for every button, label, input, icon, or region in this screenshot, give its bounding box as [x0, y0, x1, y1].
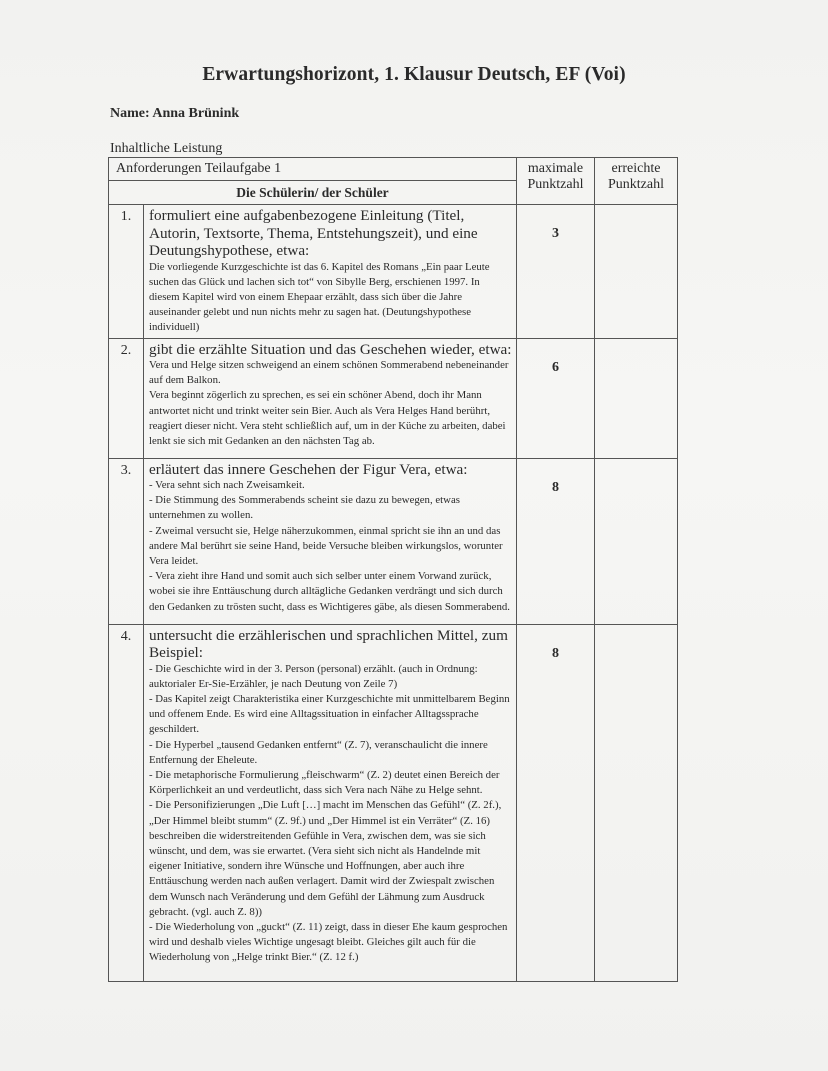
row-lead: untersucht die erzählerischen und sprachlichen Mittel, zum Beispiel: — [149, 626, 508, 662]
header-max-points — [517, 158, 595, 205]
row-detail: - Vera zieht ihre Hand und somit auch sich selber unter einem Vorwand zurück, wobei sie ihre Enttäuschung durch alltägliche Gedanken verdrängt und sich durch den Gedanken zu trösten sucht, dass es Wichtigeres gäbe, als diesen Sommerabend. — [149, 570, 510, 613]
table-row — [109, 205, 678, 339]
row-max-points: 8 — [517, 624, 595, 981]
table-row — [109, 338, 678, 458]
row-number: 1. — [109, 205, 144, 339]
grading-table — [108, 157, 678, 982]
row-description — [144, 458, 517, 624]
row-achieved-points — [595, 205, 678, 339]
row-detail: - Die Stimmung des Sommerabends scheint sie dazu zu bewegen, etwas unternehmen zu wollen. — [149, 494, 460, 522]
row-lead: formuliert eine aufgabenbezogene Einleitung (Titel, Autorin, Textsorte, Thema, Entstehungszeit), und eine Deutungshypothese, etwa: — [149, 207, 478, 259]
row-achieved-points — [595, 624, 678, 981]
table-row — [109, 624, 678, 981]
header-achieved-line2: Punktzahl — [608, 177, 664, 192]
row-achieved-points — [595, 458, 678, 624]
row-detail: Die vorliegende Kurzgeschichte ist das 6. Kapitel des Romans „Ein paar Leute suchen das Glück und lachen sich tot“ von Sibylle Berg, erschienen 1997. In diesem Kapitel wird von einem Ehepaar erzählt, dass sich über die Jahre auseinander gelebt und nun nichts mehr zu sagen hat. (Deutungshypothese individuell) — [149, 260, 490, 334]
row-detail: - Zweimal versucht sie, Helge näherzukommen, einmal spricht sie ihn an und das andere Mal berührt sie seine Hand, beide Versuche bleiben wirkungslos, worunter Vera leidet. — [149, 524, 503, 568]
student-name: Name: Anna Brünink — [110, 106, 240, 121]
row-description — [144, 338, 517, 458]
row-description — [144, 624, 517, 981]
row-max-points: 3 — [517, 205, 595, 339]
row-detail: Vera beginnt zögerlich zu sprechen, es sei ein schöner Abend, doch ihr Mann antwortet nicht und trinkt weiter sein Bier. Auch als Vera Helges Hand berührt, reagiert dieser nicht. Vera steht schließlich auf, um in der Küche zu arbeiten, dabei lenkt sie sich mit Gedanken an den nächsten Tag ab. — [149, 389, 506, 448]
row-detail: - Die Hyperbel „tausend Gedanken entfernt“ (Z. 7), veranschaulicht die innere Entfernung der Eheleute. — [149, 738, 488, 766]
header-achieved-points — [595, 158, 678, 205]
header-task: Anforderungen Teilaufgabe 1 — [109, 158, 517, 181]
row-detail: - Die Personifizierungen „Die Luft […] macht im Menschen das Gefühl“ (Z. 2f.), „Der Himmel bleibt stumm“ (Z. 9f.) und „Der Himmel ist ein Verräter“ (Z. 16) beschreiben die widerstreitenden Gefühle in Vera, zwischen dem, was sie sich wünscht, und dem, was sie erwartet. (Vera sieht sich nicht als Handelnde mit eigener Initiative, sondern ihre Wünsche und Hoffnungen, aber auch ihre Enttäuschung werden nach außen verlagert. Damit wird der Zwiespalt zwischen dem Wunsch nach Veränderung und dem Gefühl der Lähmung zum Ausdruck gebracht. (vgl. auch Z. 8)) — [149, 799, 502, 918]
row-number: 2. — [109, 338, 144, 458]
row-detail: - Die metaphorische Formulierung „fleischwarm“ (Z. 2) deutet einen Bereich der Körperlichkeit an und verdeutlicht, dass sich Vera nach Nähe zu Helge sehnt. — [149, 768, 500, 797]
row-detail: - Vera sehnt sich nach Zweisamkeit. — [149, 479, 305, 492]
row-lead: gibt die erzählte Situation und das Geschehen wieder, etwa: — [149, 340, 512, 358]
row-detail: - Die Geschichte wird in der 3. Person (personal) erzählt. (auch in Ordnung: auktorialer Er-Sie-Erzähler, je nach Deutung von Zeile 7) — [149, 662, 478, 690]
row-achieved-points — [595, 338, 678, 458]
row-max-points: 8 — [517, 458, 595, 624]
section-label: Inhaltliche Leistung — [110, 141, 223, 156]
header-max-points-line2: Punktzahl — [527, 177, 584, 192]
row-detail: Vera und Helge sitzen schweigend an einem schönen Sommerabend nebeneinander auf dem Balkon. — [149, 359, 509, 387]
row-description — [144, 205, 517, 339]
row-number: 4. — [109, 624, 144, 981]
header-subheader: Die Schülerin/ der Schüler — [109, 181, 517, 205]
row-detail: - Das Kapitel zeigt Charakteristika einer Kurzgeschichte mit unmittelbarem Beginn und offenem Ende. Es wird eine Alltagssituation in einfacher Alltagssprache geschildert. — [149, 692, 510, 736]
row-lead: erläutert das innere Geschehen der Figur Vera, etwa: — [149, 460, 468, 478]
row-detail: - Die Wiederholung von „guckt“ (Z. 11) zeigt, dass in dieser Ehe kaum gesprochen wird und deshalb vieles Wichtige ungesagt bleibt. Gleiches gilt auch für die Wiederholung von „Helge trinkt Bier.“ (Z. 12 f.) — [149, 920, 508, 964]
table-row — [109, 458, 678, 624]
row-number: 3. — [109, 458, 144, 624]
row-max-points: 6 — [517, 338, 595, 458]
document-title: Erwartungshorizont, 1. Klausur Deutsch, EF (Voi) — [202, 64, 626, 85]
header-achieved-line1: erreichte — [611, 161, 661, 176]
header-max-points-line1: maximale — [527, 161, 584, 176]
